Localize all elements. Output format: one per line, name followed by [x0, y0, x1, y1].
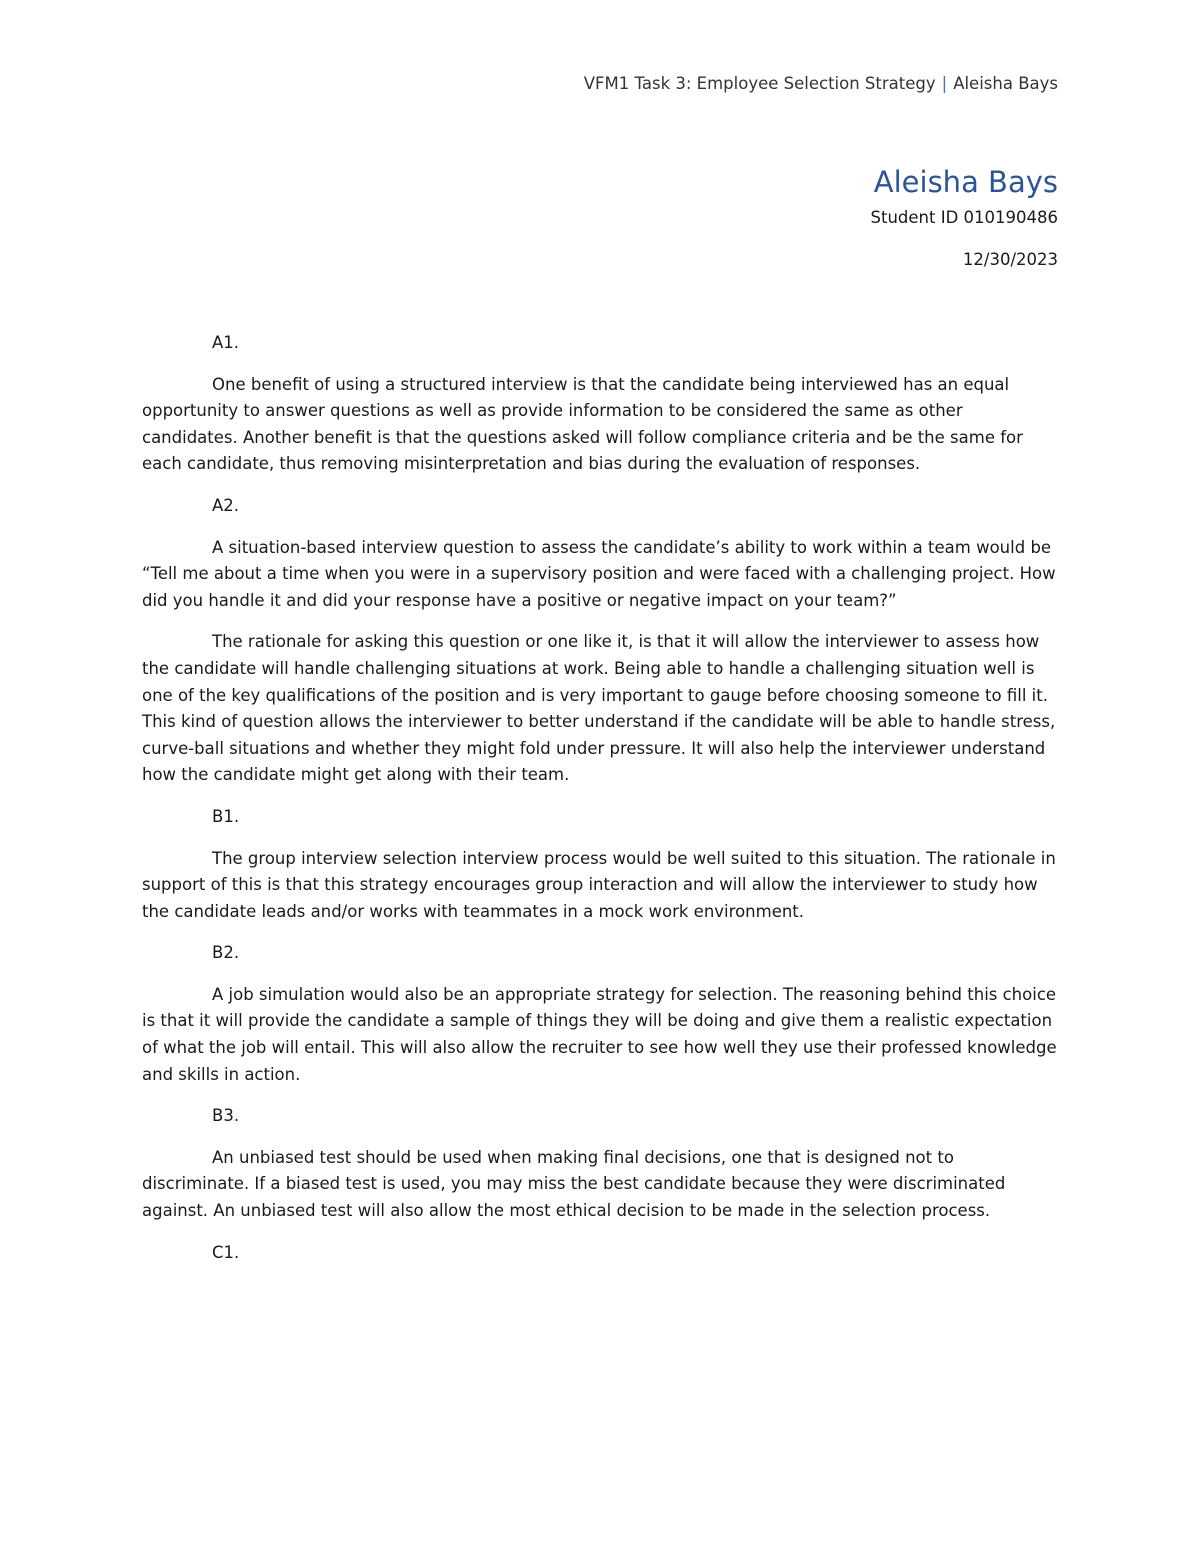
running-header	[584, 74, 1058, 93]
paragraph-b3: An unbiased test should be used when making final decisions, one that is designed not to discriminate. If a biased test is used, you may miss the best candidate because they were discriminated against. An unbiased test will also allow the most ethical decision to be made in the selection process.	[142, 1147, 1006, 1221]
student-id: Student ID 010190486	[870, 208, 1058, 227]
author-name: Aleisha Bays	[873, 165, 1058, 199]
header-author: Aleisha Bays	[953, 74, 1058, 93]
document-body	[142, 330, 1058, 1281]
paragraph-a2-rationale: The rationale for asking this question or one like it, is that it will allow the interviewer to assess how the candidate will handle challenging situations at work. Being able to handle a challenging situation well is one of the key qualifications of the position and is very important to gauge before choosing someone to fill it. This kind of question allows the interviewer to better understand if the candidate will be able to handle stress, curve-ball situations and whether they might fold under pressure. It will also help the interviewer understand how the candidate might get along with their team.	[142, 632, 1056, 785]
header-separator: |	[941, 74, 948, 93]
paragraph-a2-question: A situation-based interview question to assess the candidate’s ability to work within a team would be “Tell me about a time when you were in a supervisory position and were faced with a challenging project. How did you handle it and did your response have a positive or negative impact on your team?”	[142, 537, 1056, 610]
header-title: VFM1 Task 3: Employee Selection Strategy	[583, 74, 936, 93]
paragraph-a1: One benefit of using a structured interview is that the candidate being interviewed has an equal opportunity to answer questions as well as provide information to be considered the same as other candidates. Another benefit is that the questions asked will follow compliance criteria and be the same for each candidate, thus removing misinterpretation and bias during the evaluation of responses.	[142, 374, 1023, 474]
section-label-a1: A1.	[212, 333, 240, 352]
document-date: 12/30/2023	[962, 250, 1058, 269]
section-label-b2: B2.	[212, 943, 240, 963]
paragraph-b1: The group interview selection interview process would be well suited to this situation. The rationale in support of this is that this strategy encourages group interaction and will allow the interviewer to study how the candidate leads and/or works with teammates in a mock work environment.	[142, 848, 1056, 921]
section-label-c1: C1.	[212, 1242, 240, 1262]
section-label-a2: A2.	[212, 495, 240, 515]
section-label-b1: B1.	[212, 806, 240, 826]
section-label-b3: B3.	[212, 1106, 240, 1126]
title-block	[871, 163, 1059, 271]
paragraph-b2: A job simulation would also be an appropriate strategy for selection. The reasoning behind this choice is that it will provide the candidate a sample of things they will be doing and give them a realistic expectation of what the job will entail. This will also allow the recruiter to see how well they use their professed knowledge and skills in action.	[142, 984, 1057, 1084]
